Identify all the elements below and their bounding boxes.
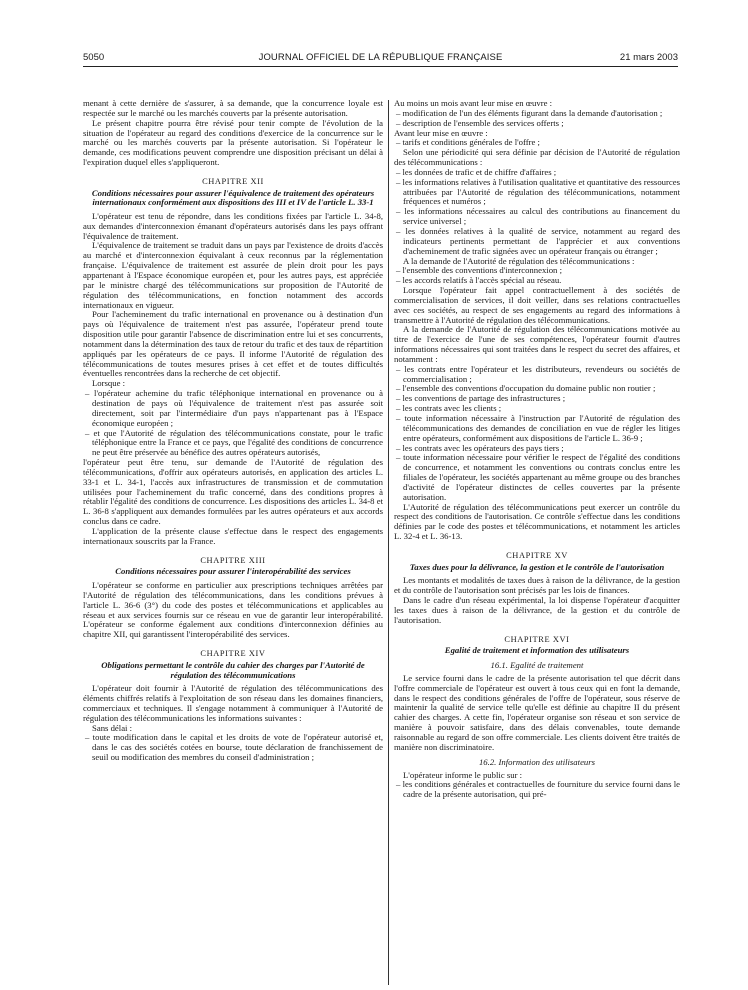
paragraph: menant à cette dernière de s'assurer, à sa demande, que la concurrence loyale est respectée sur le marché ou les marchés couverts par la présente autorisation. xyxy=(83,98,383,118)
list-item: – l'ensemble des conventions d'occupation du domaine public non routier ; xyxy=(396,383,656,394)
chapter-title: Conditions nécessaires pour assurer l'interopérabilité des services xyxy=(115,566,351,577)
paragraph: L'opérateur informe le public sur : xyxy=(403,769,523,780)
list-item: – les accords relatifs à l'accès spécial au réseau. xyxy=(396,275,562,286)
paragraph: A la demande de l'Autorité de régulation des télécommunications motivée au titre de l'exercice de l'une de ses compétences, l'opérateur fournit d'autres informations nécessaires qui sont traitées dans le respect du secret des affaires, et notamment : xyxy=(394,324,680,364)
page-number: 5050 xyxy=(83,52,105,63)
paragraph: L'application de la présente clause s'effectue dans le respect des engagements internationaux souscrits par la France. xyxy=(83,525,383,546)
list-item: – les données relatives à la qualité de service, notamment au regard des indicateurs pertinents permettant de l'apprécier et aux conventions d'acheminement de trafic signées avec un opérateur français ou étranger ; xyxy=(396,225,680,256)
paragraph: Lorsque : xyxy=(92,378,126,389)
chapter-label: CHAPITRE XIII xyxy=(200,555,266,565)
list-item: – les contrats entre l'opérateur et les distributeurs, revendeurs ou sociétés de commercialisation ; xyxy=(396,363,680,384)
paragraph: Avant leur mise en œuvre : xyxy=(394,127,488,138)
paragraph: Le service fourni dans le cadre de la présente autorisation tel que décrit dans l'offre commerciale de l'opérateur est ouvert à tous ceux qui en font la demande, dans le respect des conditions générales de l'offre de l'opérateur, sous réserve de maintenir la qualité de service telle qu'elle est définie au chapitre II du présent cahier des charges. A cette fin, l'opérateur organise son réseau et son service de manière à pouvoir satisfaire, dans des délais convenables, toute demande raisonnable au regard de son offre commerciale. Les clients doivent être traités de manière non discriminatoire. xyxy=(394,672,680,752)
list-item: – les conditions générales et contractuelles de fourniture du service fourni dans le cadre de la présente autorisation, qui pré- xyxy=(396,779,680,800)
chapter-label: CHAPITRE XVI xyxy=(504,634,570,644)
chapter-title: Taxes dues pour la délivrance, la gestion et le contrôle de l'autorisation xyxy=(409,561,665,572)
paragraph: L'Autorité de régulation des télécommunications peut exercer un contrôle du respect des conditions de l'autorisation. Ce contrôle s'effectue dans les conditions définies par le code des postes et télécommunications, et notamment les articles L. 32-4 et L. 36-13. xyxy=(394,501,680,542)
list-item: – toute information nécessaire à l'instruction par l'Autorité de régulation des télécommunications des demandes de conciliation en vue de régler les litiges entre opérateurs, conformément aux dispositions de l'article L. 36-9 ; xyxy=(396,413,680,443)
list-item: – les contrats avec les opérateurs des pays tiers ; xyxy=(396,442,564,453)
paragraph: L'opérateur est tenu de répondre, dans les conditions fixées par l'article L. 34-8, aux demandes d'interconnexion émanant d'opérateurs autorisés dans les pays offrant l'équivalence de traitement. xyxy=(83,210,383,241)
chapter-label: CHAPITRE XIV xyxy=(200,649,266,659)
list-item: – l'opérateur achemine du trafic téléphonique international en provenance ou à destination de pays où l'équivalence de traitement n'est pas assurée soit directement, soit par l'intermédiaire d'un pays n'appartenant pas à l'Espace économique européen ; xyxy=(85,388,383,428)
paragraph: l'opérateur peut être tenu, sur demande de l'Autorité de régulation des télécommunications, d'offrir aux opérateurs autorisés, en application des articles L. 33-1 et L. 34-1, l'accès aux infrastructures de transmission et de commutation utilisées pour l'acheminement du trafic concerné, dans des conditions propres à rétablir l'égalité des conditions de concurrence. Les dispositions des articles L. 34-8 et L. 36-8 s'appliquent aux demandes formulées par les autres opérateurs et aux accords conclus dans ce cadre. xyxy=(83,457,383,527)
left-column xyxy=(83,99,383,763)
header-rule xyxy=(83,66,678,67)
paragraph: A la demande de l'Autorité de régulation des télécommunications : xyxy=(403,255,635,266)
list-item: – modification de l'un des éléments figurant dans la demande d'autorisation ; xyxy=(396,107,663,118)
list-item: – tarifs et conditions générales de l'offre ; xyxy=(396,137,540,148)
list-item: – les conventions de partage des infrastructures ; xyxy=(396,393,566,404)
paragraph: L'opérateur se conforme en particulier aux prescriptions techniques arrêtées par l'Autorité de régulation des télécommunications, dans les conditions prévues à l'article L. 36-6 (3°) du code des postes et télécommunications et applicables au réseau et aux services fournis sur ce réseau en vue de garantir leur interopérabilité. L'opérateur se conforme également aux conditions d'interconnexion définies au chapitre XII, qui garantissent l'interopérabilité des services. xyxy=(83,580,383,640)
list-item: – l'ensemble des conventions d'interconnexion ; xyxy=(396,265,562,276)
issue-date: 21 mars 2003 xyxy=(619,52,678,63)
list-item: – et que l'Autorité de régulation des télécommunications constate, pour le trafic téléphonique entre la France et ce pays, que l'égalité des conditions de concurrence ne peut être préservée au bénéfice des autres opérateurs autorisés, xyxy=(85,427,383,458)
paragraph: Lorsque l'opérateur fait appel contractuellement à des sociétés de commercialisation de services, il doit veiller, dans ses relations contractuelles avec ces sociétés, au respect de ses engagements au regard des informations à transmettre à l'Autorité de régulation des télécommunications. xyxy=(394,285,680,325)
section-heading: 16.2. Information des utilisateurs xyxy=(478,756,596,767)
column-separator xyxy=(388,100,389,985)
paragraph: Au moins un mois avant leur mise en œuvre : xyxy=(394,98,553,108)
paragraph: Le présent chapitre pourra être révisé pour tenir compte de l'évolution de la situation de l'opérateur au regard des conditions d'exercice de la concurrence sur le marché ou les marchés couverts par la présente autorisation. Si l'opérateur le demande, ces modifications peuvent comprendre une disposition précisant un délai à l'expiration duquel elles s'appliqueront. xyxy=(83,117,383,168)
list-item: – toute modification dans le capital et les droits de vote de l'opérateur autorisé et, dans le cas des sociétés cotées en bourse, toute déclaration de franchissement de seuil ou modification des membres du conseil d'administration ; xyxy=(85,732,383,763)
page-header xyxy=(83,52,678,66)
paragraph: L'équivalence de traitement se traduit dans un pays par l'existence de droits d'accès au marché et d'interconnexion équivalant à ceux reconnus par la réglementation française. L'équivalence de traitement est assurée de plein droit pour les pays appartenant à l'Espace économique européen et, pour les autres pays, est appréciée par le ministre chargé des télécommunications sur proposition de l'Autorité de régulation des télécommunications, en fonction notamment des accords internationaux en vigueur. xyxy=(83,240,383,310)
journal-title: JOURNAL OFFICIEL DE LA RÉPUBLIQUE FRANÇAISE xyxy=(258,52,503,63)
list-item: – les contrats avec les clients ; xyxy=(396,403,502,414)
chapter-title: Conditions nécessaires pour assurer l'équivalence de traitement des opérateurs internationaux conformément aux dispositions des III et IV de l'article L. 33-1 xyxy=(91,187,375,208)
section-heading: 16.1. Egalité de traitement xyxy=(490,660,584,671)
right-column xyxy=(394,99,680,800)
paragraph: L'opérateur doit fournir à l'Autorité de régulation des télécommunications des éléments chiffrés relatifs à l'exploitation de son réseau dans les domaines financiers, commerciaux et techniques. Il s'engage notamment à communiquer à l'Autorité de régulation des télécommunications les informations suivantes : xyxy=(83,683,383,723)
chapter-title: Egalité de traitement et information des utilisateurs xyxy=(444,645,630,656)
paragraph: Sans délai : xyxy=(92,722,133,733)
chapter-title: Obligations permettant le contrôle du cahier des charges par l'Autorité de régulation des télécommunications xyxy=(101,659,365,680)
paragraph: Pour l'acheminement du trafic international en provenance ou à destination d'un pays où l'équivalence de traitement n'est pas assurée, l'opérateur prend toute disposition utile pour garantir l'absence de discrimination entre lui et ses concurrents, notamment dans la détermination des taux de retour du trafic et des taux de répartition appliqués par les opérateurs de ce pays. Il informe l'Autorité de régulation des télécommunications de toutes mesures prises à cet effet et de toutes difficultés éventuelles rencontrées dans la recherche de cet objectif. xyxy=(83,309,383,379)
chapter-label: CHAPITRE XV xyxy=(506,550,568,560)
list-item: – les données de trafic et de chiffre d'affaires ; xyxy=(396,166,557,177)
list-item: – description de l'ensemble des services offerts ; xyxy=(396,117,564,128)
list-item: – les informations nécessaires au calcul des contributions au financement du service universel ; xyxy=(396,206,680,227)
paragraph: Les montants et modalités de taxes dues à raison de la délivrance, de la gestion et du contrôle de l'autorisation sont précisés par les lois de finances. xyxy=(394,575,680,596)
chapter-label: CHAPITRE XII xyxy=(202,176,264,186)
paragraph: Dans le cadre d'un réseau expérimental, la loi dispense l'opérateur d'acquitter les taxes dues à raison de la délivrance, de la gestion et du contrôle de l'autorisation. xyxy=(394,595,680,625)
list-item: – les informations relatives à l'utilisation qualitative et quantitative des ressources attribuées par l'Autorité de régulation des télécommunications, notamment fréquences et numéros ; xyxy=(396,176,680,207)
list-item: – toute information nécessaire pour vérifier le respect de l'égalité des conditions de concurrence, et notamment les conventions ou contrats conclus entre les filiales de l'opérateur, les sociétés appartenant au même groupe ou des branches d'activité de l'opérateur distinctes de celles couvertes par la présente autorisation. xyxy=(396,452,680,502)
paragraph: Selon une périodicité qui sera définie par décision de l'Autorité de régulation des télécommunications : xyxy=(394,147,680,168)
